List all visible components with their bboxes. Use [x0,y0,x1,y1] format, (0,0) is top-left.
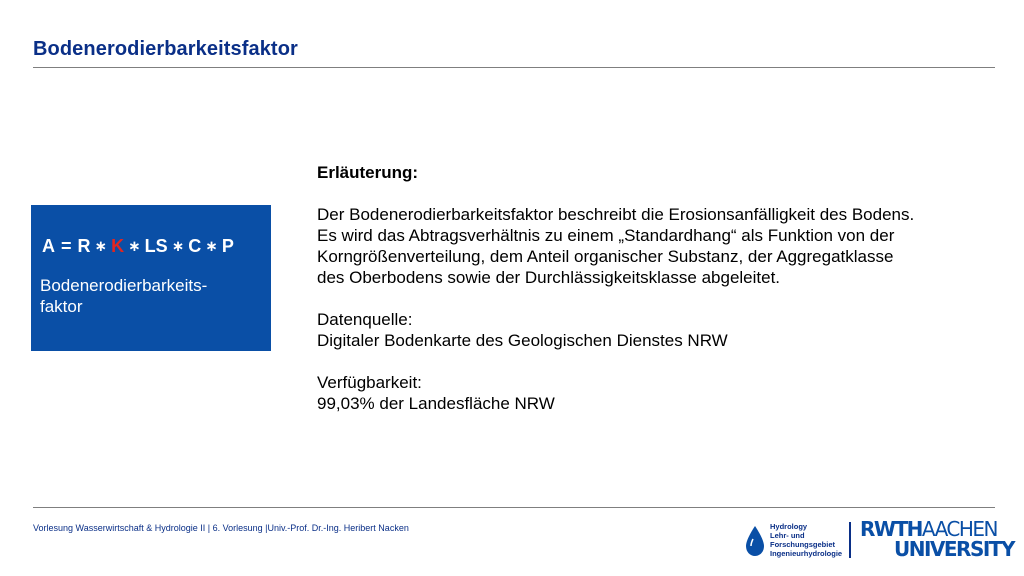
formula-term-a: A [42,236,55,256]
usle-formula [42,236,234,257]
footer-divider [33,507,995,508]
university-wordmark: UNIVERSITY [894,537,1014,561]
formula-term-c: C [188,236,202,256]
footer-text: Vorlesung Wasserwirtschaft & Hydrologie II | 6. Vorlesung |Univ.-Prof. Dr.-Ing. Heribert Nacken [33,523,409,533]
formula-equals: = [61,236,72,256]
formula-term-p: P [221,236,234,256]
availability-label: Verfügbarkeit: [317,373,422,392]
rwth-wordmark: RWTH [860,517,922,541]
slide-title: Bodenerodierbarkeitsfaktor [33,38,298,60]
formula-caption-line-2: faktor [40,297,83,316]
rwth-logo-line-1 [860,519,997,539]
formula-term-k: K [111,236,125,256]
formula-multiply-3: ∗ [171,238,185,255]
formula-multiply-2: ∗ [128,238,141,255]
rwth-aachen-logo [860,517,1014,561]
formula-box [31,205,271,351]
hydro-line-3: Forschungsgebiet [770,540,836,549]
water-drop-icon [745,525,765,557]
description-line-2: Es wird das Abtragsverhältnis zu einem „Standardhang“ als Funktion von der [317,226,895,245]
aachen-wordmark: AACHEN [921,517,998,541]
formula-caption [40,275,265,317]
description-line-4: des Oberbodens sowie der Durchlässigkeitsklasse abgeleitet. [317,268,781,287]
source-label: Datenquelle: [317,310,413,329]
formula-multiply-1: ∗ [94,238,108,255]
source-value: Digitaler Bodenkarte des Geologischen Dienstes NRW [317,331,728,350]
logo-separator [849,522,851,558]
title-divider [33,67,995,68]
explanation-text [317,162,1007,414]
formula-term-r: R [77,236,91,256]
hydro-line-1: Hydrology [770,522,808,531]
description-line-1: Der Bodenerodierbarkeitsfaktor beschreibt die Erosionsanfälligkeit des Bodens. [317,205,915,224]
description-line-3: Korngrößenverteilung, dem Anteil organischer Substanz, der Aggregatklasse [317,247,894,266]
hydrology-logo [745,521,845,561]
formula-caption-line-1: Bodenerodierbarkeits- [40,276,208,295]
explanation-heading: Erläuterung: [317,163,419,182]
formula-multiply-4: ∗ [205,238,218,255]
hydro-line-4: Ingenieurhydrologie [770,549,843,558]
hydro-line-2: Lehr- und [770,531,805,540]
hydrology-logo-text [770,522,842,558]
availability-value: 99,03% der Landesfläche NRW [317,394,555,413]
formula-term-ls: LS [144,236,168,256]
